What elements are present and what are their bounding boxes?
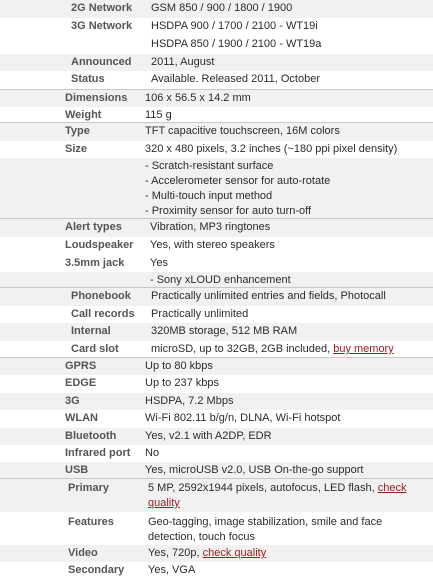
spec-label: 3G Network bbox=[71, 20, 133, 32]
spec-label: Announced bbox=[71, 56, 132, 68]
spec-row bbox=[0, 545, 433, 562]
spec-label: Phonebook bbox=[71, 290, 131, 302]
spec-row bbox=[0, 462, 433, 479]
spec-row bbox=[0, 479, 433, 512]
spec-row bbox=[0, 393, 433, 410]
spec-value: Yes, VGA bbox=[148, 564, 196, 576]
spec-value: HSDPA 900 / 1700 / 2100 - WT19i bbox=[151, 20, 318, 32]
spec-value-text: microSD, up to 32GB, 2GB included, bbox=[151, 343, 334, 355]
spec-row bbox=[0, 272, 433, 288]
section-memory bbox=[0, 287, 433, 358]
spec-label: USB bbox=[65, 464, 89, 476]
spec-row bbox=[0, 54, 433, 71]
spec-label: Bluetooth bbox=[65, 430, 117, 442]
spec-row bbox=[0, 512, 433, 545]
spec-label: 3G bbox=[65, 395, 80, 407]
spec-row bbox=[0, 36, 433, 54]
spec-value: Wi-Fi 802.11 b/g/n, DLNA, Wi-Fi hotspot bbox=[145, 412, 341, 424]
spec-value: 2011, August bbox=[151, 56, 215, 68]
spec-label: Call records bbox=[71, 308, 135, 320]
section-display bbox=[0, 122, 433, 219]
section-general bbox=[0, 0, 433, 89]
spec-label: Weight bbox=[65, 109, 102, 121]
spec-value: Yes bbox=[150, 257, 168, 269]
section-sound bbox=[0, 218, 433, 288]
section-data bbox=[0, 357, 433, 479]
spec-label: Internal bbox=[71, 325, 111, 337]
spec-value: HSDPA, 7.2 Mbps bbox=[145, 395, 234, 407]
spec-value: - Accelerometer sensor for auto-rotate bbox=[145, 175, 331, 187]
spec-row bbox=[0, 428, 433, 445]
spec-label: Infrared port bbox=[65, 447, 131, 459]
spec-row bbox=[0, 189, 433, 204]
spec-value: Vibration, MP3 ringtones bbox=[150, 221, 271, 233]
spec-row bbox=[0, 158, 433, 174]
spec-value: - Scratch-resistant surface bbox=[145, 160, 274, 172]
spec-value: Yes, microUSB v2.0, USB On-the-go support bbox=[145, 464, 364, 476]
spec-row bbox=[0, 562, 433, 580]
buy-memory-link[interactable]: buy memory bbox=[333, 343, 394, 355]
spec-row bbox=[0, 288, 433, 306]
spec-value bbox=[151, 341, 394, 358]
spec-value bbox=[148, 545, 266, 562]
spec-row bbox=[0, 237, 433, 255]
spec-label: GPRS bbox=[65, 360, 97, 372]
spec-row bbox=[0, 306, 433, 323]
spec-row bbox=[0, 375, 433, 393]
check-quality-link[interactable]: check quality bbox=[202, 547, 267, 559]
spec-label: Card slot bbox=[71, 343, 119, 355]
spec-label: Status bbox=[71, 73, 105, 85]
spec-row bbox=[0, 323, 433, 341]
spec-row bbox=[0, 341, 433, 358]
spec-label: Size bbox=[65, 143, 88, 155]
spec-row bbox=[0, 141, 433, 158]
spec-row bbox=[0, 445, 433, 462]
spec-label: Secondary bbox=[68, 564, 125, 576]
spec-value bbox=[148, 481, 418, 511]
spec-row bbox=[0, 204, 433, 219]
spec-label: Loudspeaker bbox=[65, 239, 134, 251]
spec-row bbox=[0, 174, 433, 189]
spec-value: No bbox=[145, 447, 160, 459]
spec-value: Available. Released 2011, October bbox=[151, 73, 320, 85]
spec-value: 320 x 480 pixels, 3.2 inches (~180 ppi pixel density) bbox=[145, 143, 398, 155]
spec-label: WLAN bbox=[65, 412, 98, 424]
spec-row bbox=[0, 358, 433, 375]
spec-value: Practically unlimited bbox=[151, 308, 249, 320]
spec-label: Alert types bbox=[65, 221, 122, 233]
spec-value: - Multi-touch input method bbox=[145, 190, 273, 202]
spec-value: Geo-tagging, image stabilization, smile and face detection, touch focus bbox=[148, 516, 383, 543]
spec-value: TFT capacitive touchscreen, 16M colors bbox=[145, 125, 340, 137]
spec-value: - Proximity sensor for auto turn-off bbox=[145, 205, 312, 217]
spec-label: EDGE bbox=[65, 377, 97, 389]
spec-label: 2G Network bbox=[71, 2, 133, 14]
spec-value: - Sony xLOUD enhancement bbox=[150, 274, 291, 286]
spec-value-text: Yes, 720p, bbox=[148, 547, 203, 559]
spec-label: Features bbox=[68, 516, 114, 528]
spec-row bbox=[0, 255, 433, 272]
spec-row bbox=[0, 219, 433, 237]
section-size bbox=[0, 89, 433, 123]
spec-value: 106 x 56.5 x 14.2 mm bbox=[145, 92, 251, 104]
section-camera bbox=[0, 478, 433, 580]
spec-row bbox=[0, 107, 433, 123]
spec-value-text: 5 MP, 2592x1944 pixels, autofocus, LED flash, bbox=[148, 482, 378, 494]
check-quality-link[interactable]: check quality bbox=[148, 482, 407, 509]
spec-label: Primary bbox=[68, 482, 109, 494]
spec-row bbox=[0, 18, 433, 36]
spec-row bbox=[0, 90, 433, 107]
spec-value: Up to 80 kbps bbox=[145, 360, 213, 372]
spec-value: Practically unlimited entries and fields, Photocall bbox=[151, 290, 386, 302]
spec-value: Yes, with stereo speakers bbox=[150, 239, 275, 251]
spec-value: HSDPA 850 / 1900 / 2100 - WT19a bbox=[151, 38, 322, 50]
spec-value: Up to 237 kbps bbox=[145, 377, 219, 389]
spec-row bbox=[0, 0, 433, 18]
spec-row bbox=[0, 410, 433, 428]
spec-value: 115 g bbox=[145, 109, 172, 121]
spec-value: GSM 850 / 900 / 1800 / 1900 bbox=[151, 2, 293, 14]
spec-row bbox=[0, 123, 433, 141]
spec-label: Dimensions bbox=[65, 92, 128, 104]
spec-label: Video bbox=[68, 547, 98, 559]
spec-row bbox=[0, 71, 433, 89]
spec-label: 3.5mm jack bbox=[65, 257, 125, 269]
spec-value: 320MB storage, 512 MB RAM bbox=[151, 325, 298, 337]
spec-value: Yes, v2.1 with A2DP, EDR bbox=[145, 430, 272, 442]
spec-label: Type bbox=[65, 125, 90, 137]
